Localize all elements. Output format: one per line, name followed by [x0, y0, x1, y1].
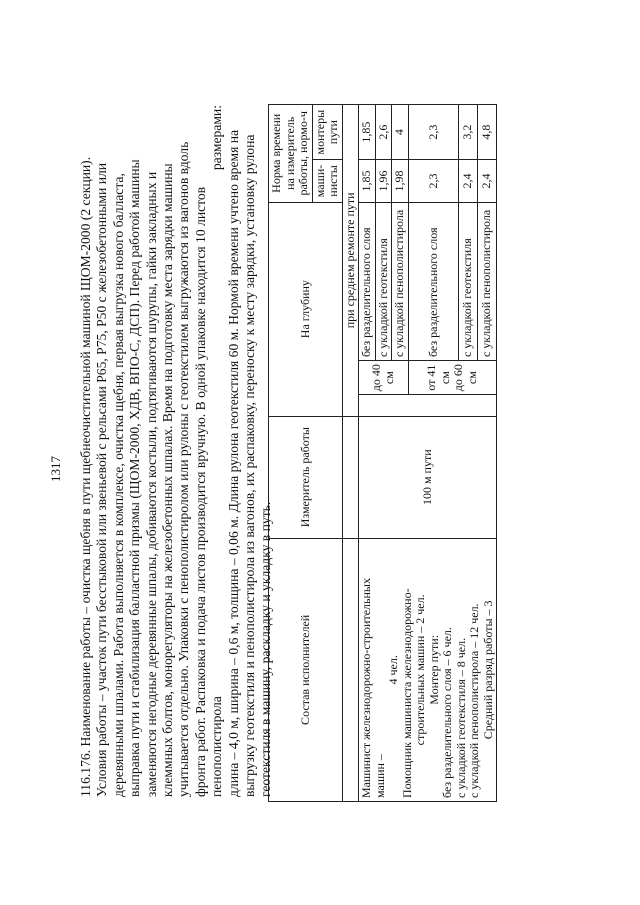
- meter-cell: 100 м пути: [359, 416, 497, 538]
- text-line: деревянными шпалами. Работа выполняется в комплексе, очистка щебня, первая выгрузка нового балласта,: [110, 173, 126, 797]
- condition-cell: с укладкой пенополистирола: [392, 202, 409, 360]
- composition-line: Помощник машиниста железнодорожно-: [399, 588, 414, 798]
- composition-line: Средний разряд работы – 3: [480, 600, 495, 740]
- section-text: [78, 105, 275, 797]
- text-line: клеммных болтов, монорегуляторы на железобетонных шпалах. Время на подготовку места зарядки машины: [160, 163, 176, 797]
- machinists-value: 2,3: [408, 160, 459, 202]
- text-line: заменяются негодные деревянные шпалы, добиваются костыли, подтягиваются шурупы, гайки закладных и: [143, 171, 159, 797]
- fitters-value: 4: [392, 105, 409, 160]
- condition-cell: с укладкой пенополистирола: [478, 202, 497, 360]
- text-line: длина – 4,0 м, ширина – 0,6 м, толщина – 0,06 м. Длина рулона геотекстиля 60 м. Нормой времени учтено время на: [225, 129, 241, 797]
- composition-line: с укладкой геотекстиля – 8 чел.: [453, 637, 468, 798]
- composition-line: Машинист железнодорожно-строительных машин –: [359, 578, 387, 798]
- empty-cell: [342, 538, 359, 801]
- composition-line: с укладкой пенополистирола – 12 чел.: [467, 603, 481, 798]
- header-meter: Измеритель работы: [269, 416, 343, 538]
- section-heading: 116.176. Наименование работы – очистка щебня в пути щебнеочистительной машиной ЩОМ-2000 (2 секции).: [78, 156, 93, 797]
- header-machinists: маши-нисты: [312, 160, 342, 202]
- header-depth: На глубину: [269, 202, 343, 416]
- condition-cell: с укладкой геотекстиля: [459, 202, 478, 360]
- depth-cell: до 40 см: [359, 361, 409, 395]
- subheader-row: [342, 105, 359, 802]
- text-line: выгрузку геотекстиля и пенополистирола из вагонов, их распаковку, переноску к месту зарядки, установку рулона: [242, 134, 258, 797]
- empty-cell: [342, 416, 359, 538]
- subheader: при среднем ремонте пути: [342, 105, 359, 417]
- condition-cell: без разделительного слоя: [408, 202, 459, 360]
- composition-line: 4 чел.: [386, 655, 400, 685]
- text-line: пенополистирола: [209, 696, 225, 797]
- header-norm-group: Норма времени на измеритель работы, нормо-ч: [269, 105, 313, 203]
- machinists-value: 2,4: [459, 160, 478, 202]
- machinists-value: 1,85: [359, 160, 376, 202]
- norms-table: [268, 104, 497, 802]
- empty-cell: [359, 395, 497, 416]
- text-line: выправка пути и стабилизация балластной призмы (ЩОМ-2000, ХДВ, ВПО-С, ДСП). Перед работой машины: [127, 159, 143, 797]
- text-line: учитывается отдельно. Упаковки с пенополистиролом или рулоны с геотекстилем выгружаются из вагонов вдоль: [176, 141, 192, 797]
- fitters-value: 1,85: [359, 105, 376, 160]
- table-row: [359, 105, 376, 802]
- header-composition: Состав исполнителей: [269, 538, 343, 801]
- page-number: 1317: [48, 456, 63, 482]
- header-row: [269, 105, 313, 802]
- depth-cell: от 41 см до 60 см: [408, 361, 497, 395]
- fitters-value: 2,3: [408, 105, 459, 160]
- fitters-value: 2,6: [375, 105, 392, 160]
- text-line: Условия работы – участок пути бесстыковой или звеньевой с рельсами Р65, Р75, Р50 с железобетонными или: [94, 162, 110, 797]
- text-line: фронта работ. Распаковка и подача листов производится вручную. В одной упаковке находится 10 листов: [192, 186, 208, 797]
- machinists-value: 2,4: [478, 160, 497, 202]
- composition-line: Монтер пути:: [426, 634, 441, 705]
- header-fitters: монтеры пути: [312, 105, 342, 160]
- fitters-value: 4,8: [478, 105, 497, 160]
- machinists-value: 1,98: [392, 160, 409, 202]
- condition-cell: с укладкой геотекстиля: [375, 202, 392, 360]
- text-line: геотекстиля в машину, раскладку и укладку в путь.: [258, 501, 274, 797]
- composition-line: без разделительного слоя – 6 чел.: [440, 627, 454, 798]
- composition-line: строительных машин – 2 чел.: [413, 594, 427, 746]
- machinists-value: 1,96: [375, 160, 392, 202]
- fitters-value: 3,2: [459, 105, 478, 160]
- text-line-right: размерами:: [209, 105, 225, 171]
- composition-cell: [359, 538, 497, 801]
- condition-cell: без разделительного слоя: [359, 202, 376, 360]
